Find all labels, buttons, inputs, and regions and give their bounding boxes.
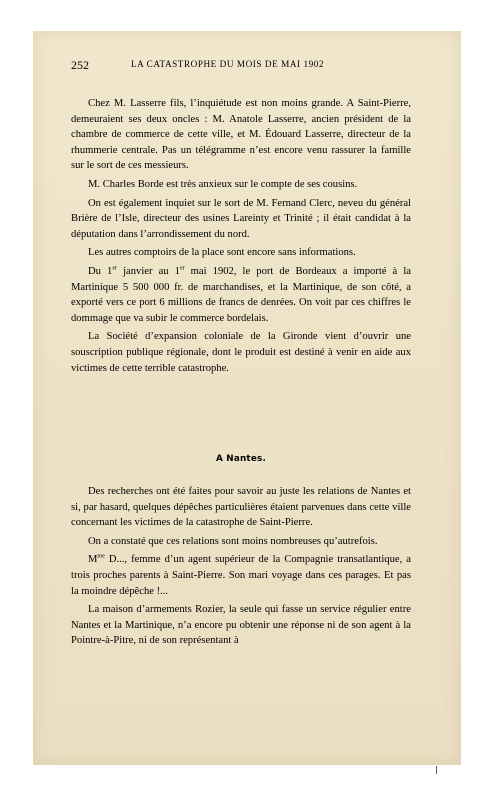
paragraph-comptoirs: Les autres comptoirs de la place sont encore sans informations.	[88, 247, 356, 259]
trade-superscript-2: er	[179, 265, 185, 272]
madame-superscript: me	[97, 553, 105, 560]
paragraph-madame	[71, 552, 411, 599]
paragraph-borde: M. Charles Borde est très anxieux sur le compte de ses cousins.	[88, 178, 358, 190]
section-heading-nantes: A Nantes.	[216, 454, 266, 464]
paragraph-societe: La Société d’expansion coloniale de la Gironde vient d’ouvrir une souscription publique régionale, dont le produit est destiné à venir en aide aux victimes de cette terrible catastrophe.	[71, 331, 411, 374]
madame-text: D..., femme d’un agent supérieur de la Compagnie transatlantique, a trois proches parents à Saint-Pierre. Son mari voyage dans ces parages. Et pas la moindre dépêche !...	[71, 554, 411, 597]
running-head: LA CATASTROPHE DU MOIS DE MAI 1902	[131, 59, 325, 69]
paragraph-rozier: La maison d’armements Rozier, la seule qui fasse un service régulier entre Nantes et la Martinique, n’a encore pu obtenir une réponse ni de son agent à la Pointre-à-Pitre, ni de son représentant à	[71, 604, 411, 647]
trade-superscript-1: er	[112, 265, 117, 272]
trade-text-lead-1: Du 1	[88, 265, 113, 277]
paragraph-lasserre: Chez M. Lasserre fils, l’inquiétude est non moins grande. A Saint-Pierre, demeuraient ses deux oncles : M. Anatole Lasserre, ancien président de la chambre de commerce de cette ville, et M. Édouard Lasserre, directeur de la rhummerie centrale. Pas un télégramme n’est encore venu rassurer la famille sur le sort de ces messieurs.	[71, 98, 411, 172]
text-block-bordeaux	[71, 96, 411, 379]
text-block-nantes	[71, 484, 411, 652]
paragraph-relations: On a constaté que ces relations sont moins nombreuses qu’autrefois.	[88, 535, 378, 547]
page-number: 252	[71, 58, 89, 72]
paragraph-trade	[71, 264, 411, 326]
paragraph-clerc: On est également inquiet sur le sort de M. Fernand Clerc, neveu du général Brière de l’Isle, directeur des usines Lareinty et Trinité ; il était candidat à la députation dans l’arrondissement du nord.	[71, 197, 411, 240]
trade-text-rest: mai 1902, le port de Bordeaux a importé à la Martinique 5 500 000 fr. de marchandises, et la Martinique, de son côté, a exporté vers ce port 6 millions de francs de denrées. On voit par ces chiffres le dommage que va subir le commerce bordelais.	[71, 265, 411, 324]
paragraph-recherches: Des recherches ont été faites pour savoir au juste les relations de Nantes et si, par hasard, quelques dépêches particulières étaient parvenues dans cette ville concernant les victimes de la catastrophe de Saint-Pierre.	[71, 486, 411, 529]
trade-text-lead-2: janvier au 1	[117, 265, 180, 277]
madame-abbrev: M	[88, 554, 98, 566]
page-header	[71, 58, 410, 74]
page-edge-mark	[436, 766, 437, 774]
